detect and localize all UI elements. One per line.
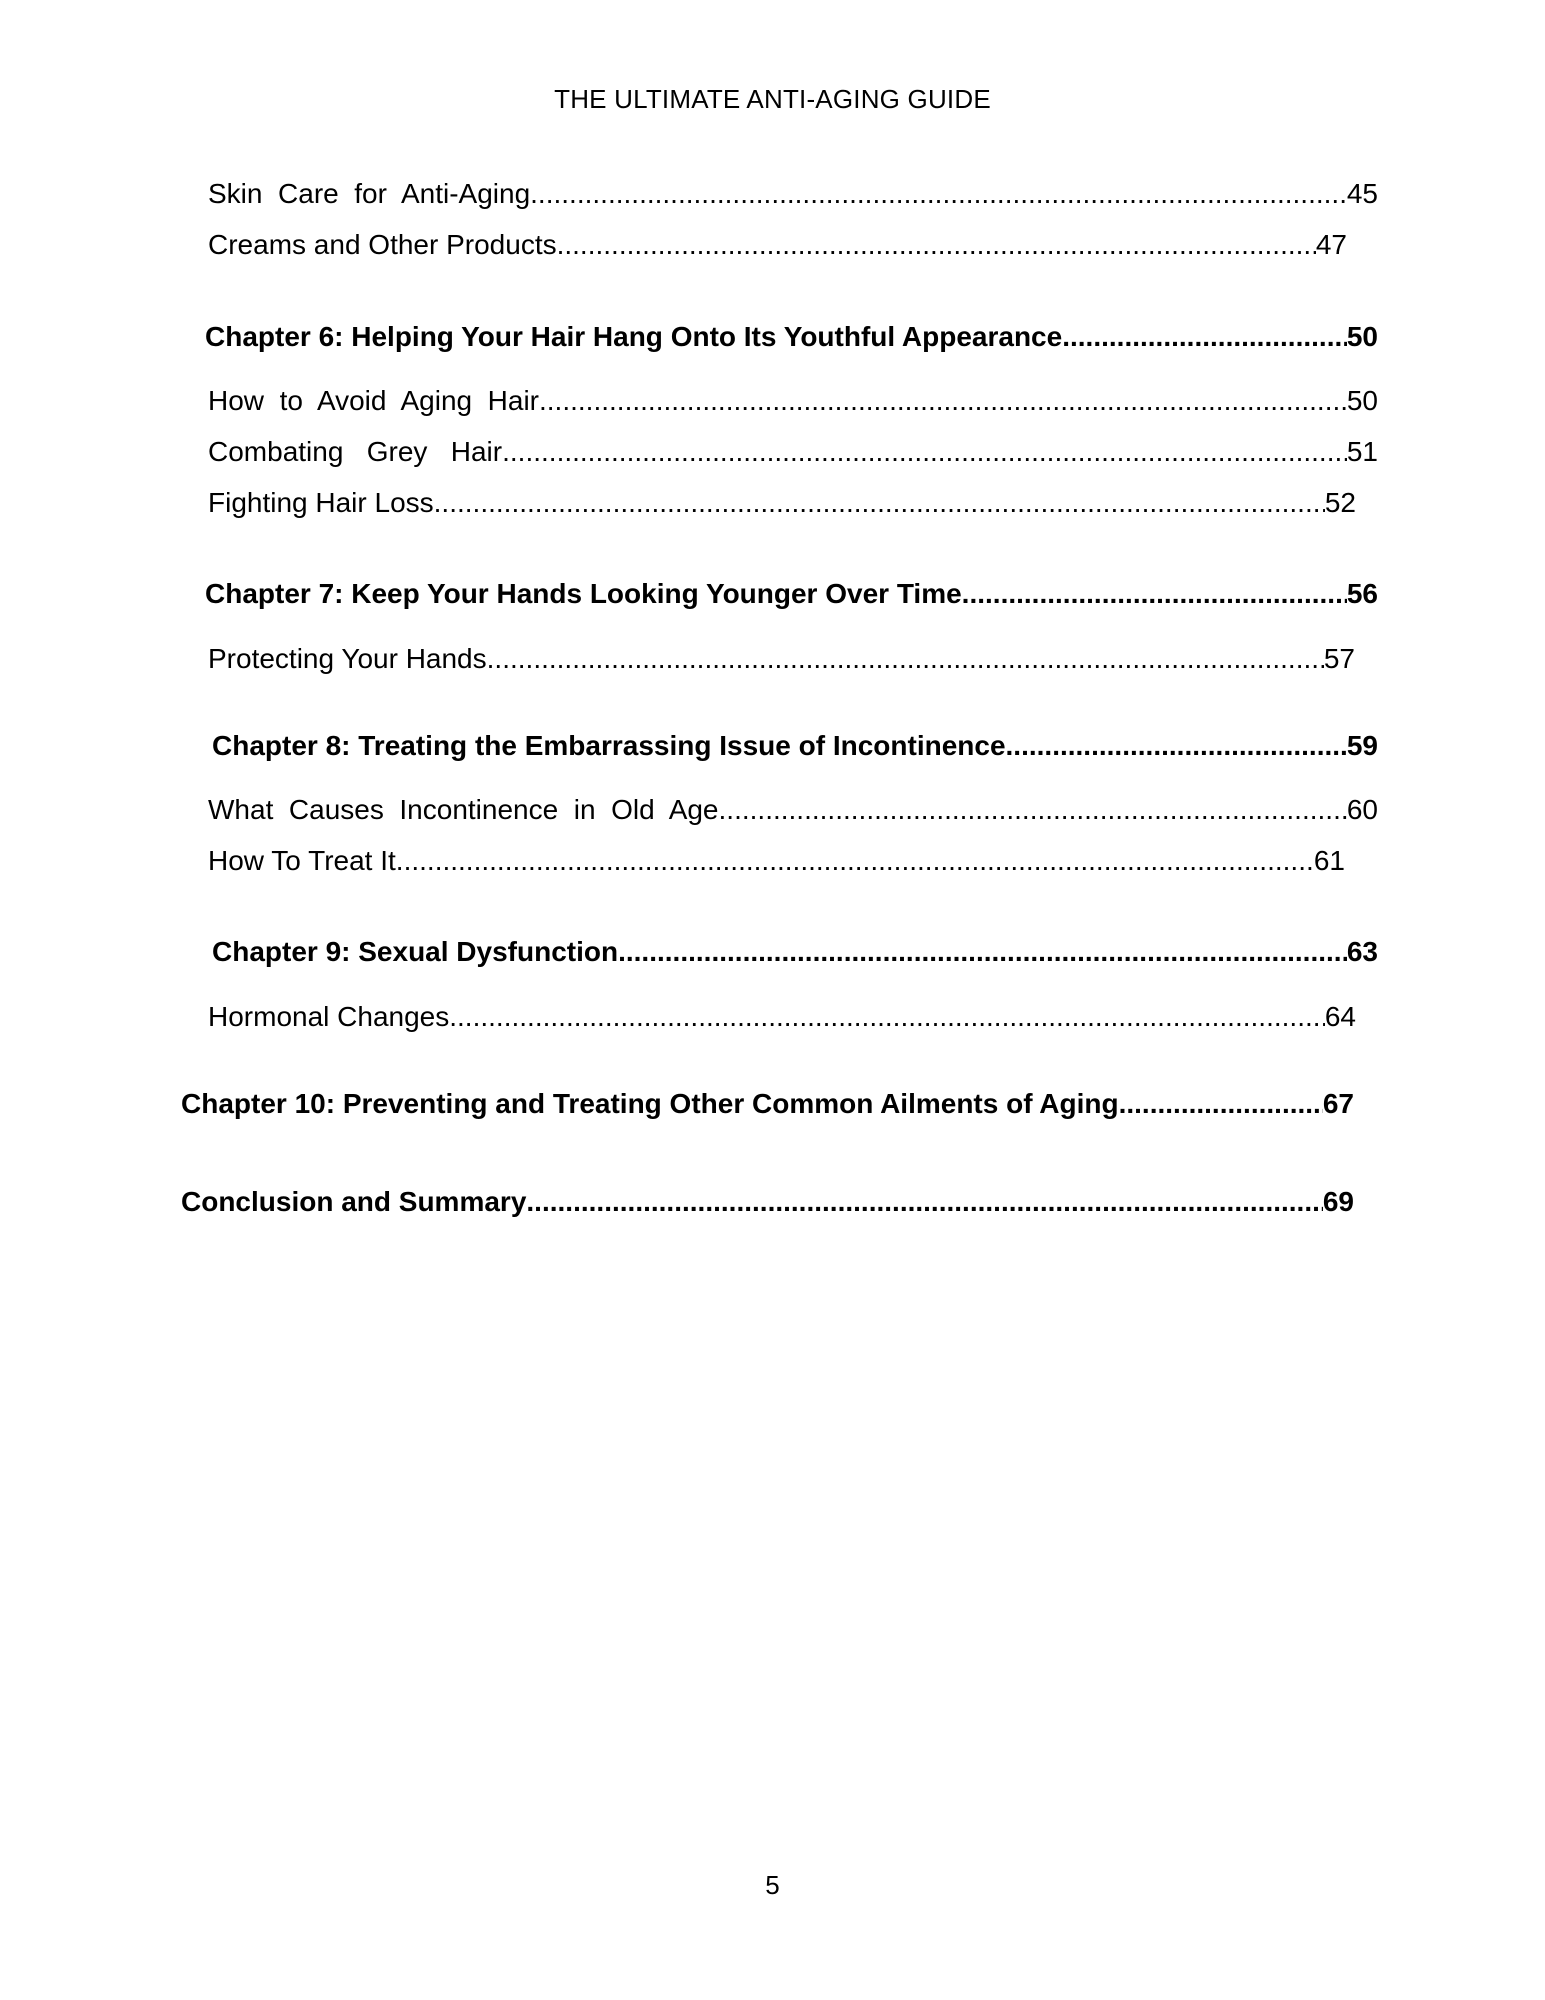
toc-entry-hair-loss[interactable] [208, 486, 1356, 520]
toc-entry-title: What Causes Incontinence in Old Age [208, 794, 719, 825]
toc-entry-avoid-aging-hair[interactable] [208, 384, 1378, 418]
toc-entry-title: Hormonal Changes [208, 1001, 450, 1032]
toc-entry-skin-care[interactable] [208, 177, 1378, 211]
toc-entry-title: Chapter 8: Treating the Embarrassing Issue of Incontinence [212, 730, 1006, 761]
toc-entry-title: Combating Grey Hair [208, 436, 503, 467]
toc-entry-title: Chapter 9: Sexual Dysfunction [212, 936, 619, 967]
toc-entry-title: Chapter 7: Keep Your Hands Looking Younger Over Time [205, 578, 962, 609]
toc-entry-page: 51 [1346, 436, 1378, 467]
toc-dot-leader [1062, 320, 1347, 354]
toc-entry-page: 60 [1346, 794, 1378, 825]
page-number: 5 [765, 1870, 780, 1900]
toc-conclusion[interactable] [181, 1185, 1354, 1219]
toc-dot-leader [396, 844, 1314, 878]
toc-chapter-10[interactable] [181, 1087, 1354, 1121]
toc-chapter-9[interactable] [212, 935, 1378, 969]
toc-dot-leader [1119, 1087, 1323, 1121]
toc-entry-page: 67 [1322, 1088, 1354, 1119]
toc-chapter-8[interactable] [212, 729, 1378, 763]
toc-entry-hormonal-changes[interactable] [208, 1000, 1356, 1034]
toc-entry-page: 61 [1313, 845, 1345, 876]
toc-entry-title: Skin Care for Anti-Aging [208, 178, 531, 209]
toc-dot-leader [487, 642, 1324, 676]
toc-entry-creams[interactable] [208, 228, 1347, 262]
toc-entry-page: 56 [1346, 578, 1378, 609]
toc-entry-title: Conclusion and Summary [181, 1186, 527, 1217]
toc-entry-causes-incontinence[interactable] [208, 793, 1378, 827]
toc-chapter-6[interactable] [205, 320, 1378, 354]
toc-entry-page: 64 [1324, 1001, 1356, 1032]
toc-entry-protecting-hands[interactable] [208, 642, 1355, 676]
toc-entry-page: 50 [1346, 321, 1378, 352]
toc-dot-leader [557, 228, 1316, 262]
toc-dot-leader [719, 793, 1347, 827]
toc-dot-leader [618, 935, 1347, 969]
toc-entry-page: 59 [1346, 730, 1378, 761]
toc-dot-leader [1006, 729, 1347, 763]
toc-dot-leader [449, 1000, 1325, 1034]
toc-dot-leader [502, 435, 1347, 469]
toc-dot-leader [526, 1185, 1322, 1219]
toc-entry-how-to-treat[interactable] [208, 844, 1345, 878]
toc-entry-title: How to Avoid Aging Hair [208, 385, 539, 416]
toc-entry-title: Chapter 10: Preventing and Treating Other Common Ailments of Aging [181, 1088, 1119, 1119]
toc-dot-leader [962, 577, 1347, 611]
toc-entry-page: 45 [1346, 178, 1378, 209]
toc-entry-title: Chapter 6: Helping Your Hair Hang Onto Its Youthful Appearance [205, 321, 1063, 352]
toc-entry-page: 69 [1322, 1186, 1354, 1217]
toc-entry-page: 57 [1323, 643, 1355, 674]
toc-entry-page: 50 [1346, 385, 1378, 416]
toc-entry-page: 47 [1315, 229, 1347, 260]
running-header-title: THE ULTIMATE ANTI-AGING GUIDE [554, 84, 991, 114]
toc-entry-title: Protecting Your Hands [208, 643, 487, 674]
toc-dot-leader [434, 486, 1325, 520]
toc-chapter-7[interactable] [205, 577, 1378, 611]
toc-dot-leader [530, 177, 1347, 211]
toc-entry-grey-hair[interactable] [208, 435, 1378, 469]
toc-entry-title: How To Treat It [208, 845, 396, 876]
toc-entry-page: 52 [1324, 487, 1356, 518]
toc-entry-title: Fighting Hair Loss [208, 487, 434, 518]
toc-entry-title: Creams and Other Products [208, 229, 557, 260]
toc-dot-leader [539, 384, 1347, 418]
toc-entry-page: 63 [1346, 936, 1378, 967]
